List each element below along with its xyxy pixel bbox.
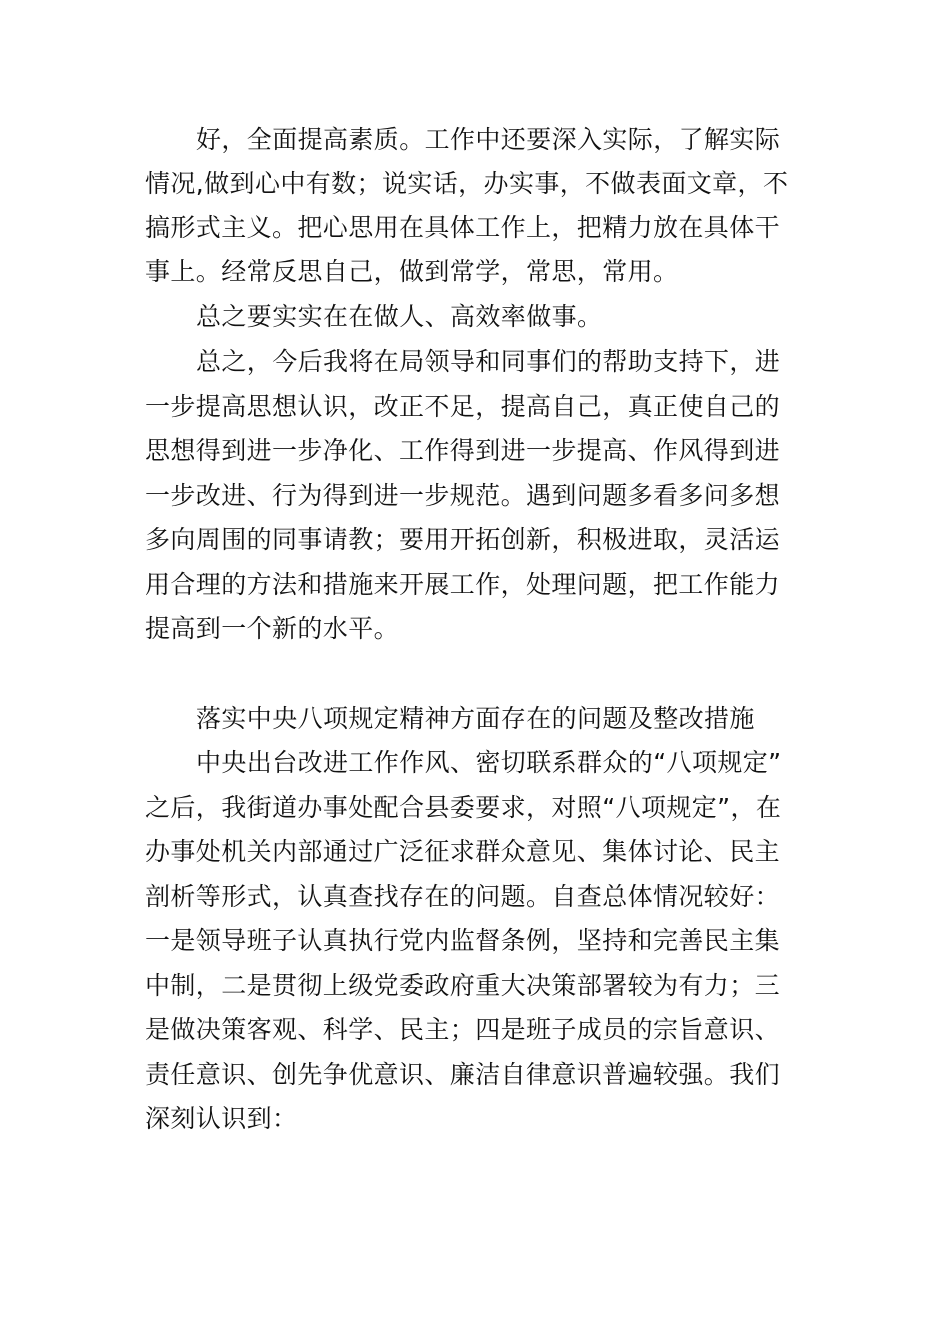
text-line: 责任意识、创先争优意识、廉洁自律意识普遍较强。我们 (145, 1060, 781, 1089)
text-line: 是做决策客观、科学、民主；四是班子成员的宗旨意识、 (145, 1015, 781, 1044)
text-line: 一是领导班子认真执行党内监督条例，坚持和完善民主集 (145, 926, 781, 955)
text-line: 深刻认识到： (145, 1104, 298, 1133)
text-line: 情况,做到心中有数；说实话，办实事，不做表面文章，不 (145, 169, 789, 198)
text-line: 好，全面提高素质。工作中还要深入实际，了解实际 (196, 125, 781, 154)
text-line: 事上。经常反思自己，做到常学，常思，常用。 (145, 257, 679, 286)
text-line: 一步提高思想认识，改正不足，提高自己，真正使自己的 (145, 392, 781, 421)
text-line: 中央出台改进工作作风、密切联系群众的“八项规定” (196, 748, 782, 777)
text-line: 搞形式主义。把心思用在具体工作上，把精力放在具体干 (145, 213, 781, 242)
section-heading: 落实中央八项规定精神方面存在的问题及整改措施 (196, 704, 755, 733)
text-line: 办事处机关内部通过广泛征求群众意见、集体讨论、民主 (145, 837, 781, 866)
text-line: 提高到一个新的水平。 (145, 614, 400, 643)
text-line: 总之，今后我将在局领导和同事们的帮助支持下，进 (196, 347, 781, 376)
text-line: 中制，二是贯彻上级党委政府重大决策部署较为有力；三 (145, 971, 781, 1000)
text-line: 总之要实实在在做人、高效率做事。 (196, 302, 603, 331)
text-line: 多向周围的同事请教；要用开拓创新，积极进取，灵活运 (145, 525, 781, 554)
text-line: 用合理的方法和措施来开展工作，处理问题，把工作能力 (145, 570, 781, 599)
text-line: 剖析等形式，认真查找存在的问题。自查总体情况较好： (145, 882, 781, 911)
text-line: 思想得到进一步净化、工作得到进一步提高、作风得到进 (145, 436, 781, 465)
text-line: 之后，我街道办事处配合县委要求，对照“八项规定”，在 (145, 793, 782, 822)
text-line: 一步改进、行为得到进一步规范。遇到问题多看多问多想 (145, 481, 781, 510)
